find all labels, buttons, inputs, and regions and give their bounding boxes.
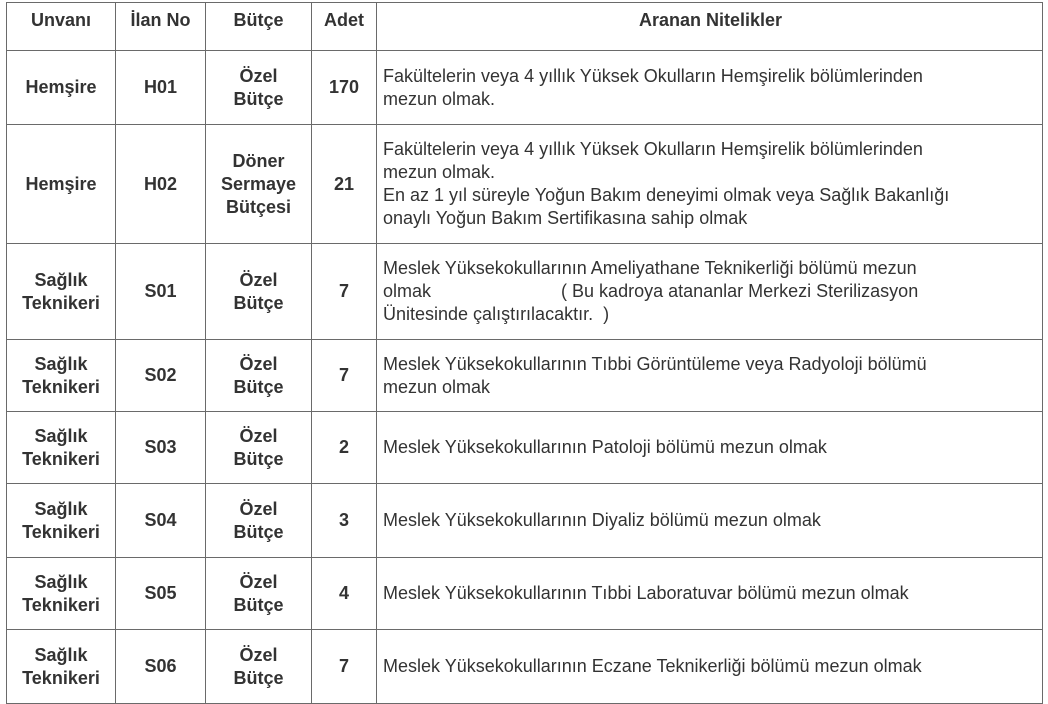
butce-line: Sermaye [220, 173, 297, 194]
unvan-line: Teknikeri [22, 667, 100, 688]
nitelik-line: onaylı Yoğun Bakım Sertifikasına sahip olmak [383, 208, 748, 228]
unvan-cell [7, 51, 116, 125]
table-row [7, 125, 1043, 244]
adet-cell: 7 [312, 630, 377, 704]
unvan-line: Hemşire [25, 77, 97, 97]
butce-cell [206, 484, 312, 558]
adet-cell: 7 [312, 244, 377, 340]
butce-cell [206, 558, 312, 630]
butce-line: Döner [232, 150, 285, 171]
header-nitelikler: Aranan Nitelikler [377, 3, 1043, 51]
butce-line: Bütçe [233, 521, 284, 542]
unvan-line: Hemşire [25, 173, 97, 194]
unvan-line: Teknikeri [22, 594, 100, 615]
table-row [7, 340, 1043, 412]
butce-cell [206, 244, 312, 340]
nitelik-line: Meslek Yüksekokullarının Ameliyathane Teknikerliği bölümü mezun [383, 258, 917, 278]
unvan-line: Teknikeri [22, 448, 100, 469]
job-postings-table [6, 2, 1043, 704]
butce-line: Özel [239, 353, 278, 374]
ilan-no-cell: H01 [116, 51, 206, 125]
unvan-line: Sağlık [34, 498, 88, 519]
unvan-cell [7, 558, 116, 630]
adet-cell: 21 [312, 125, 377, 244]
butce-cell [206, 51, 312, 125]
ilan-no-cell: S02 [116, 340, 206, 412]
nitelik-line: mezun olmak. [383, 162, 496, 182]
butce-line: Özel [239, 571, 278, 592]
ilan-no-cell: S03 [116, 412, 206, 484]
table-row [7, 558, 1043, 630]
nitelik-line: Meslek Yüksekokullarının Diyaliz bölümü mezun olmak [383, 510, 821, 530]
unvan-cell [7, 244, 116, 340]
nitelikler-cell [377, 51, 1043, 125]
adet-cell: 7 [312, 340, 377, 412]
nitelik-line: Meslek Yüksekokullarının Patoloji bölümü mezun olmak [383, 437, 827, 457]
butce-line: Özel [239, 498, 278, 519]
table-row [7, 412, 1043, 484]
nitelik-line: Meslek Yüksekokullarının Tıbbi Laboratuvar bölümü mezun olmak [383, 583, 909, 603]
nitelikler-cell [377, 412, 1043, 484]
table-row [7, 51, 1043, 125]
butce-cell [206, 630, 312, 704]
table-row [7, 244, 1043, 340]
nitelikler-cell [377, 125, 1043, 244]
nitelikler-cell [377, 244, 1043, 340]
nitelik-line: En az 1 yıl süreyle Yoğun Bakım deneyimi olmak veya Sağlık Bakanlığı [383, 185, 950, 205]
butce-line: Bütçe [233, 667, 284, 688]
butce-cell [206, 340, 312, 412]
butce-line: Bütçesi [225, 196, 292, 217]
adet-cell: 4 [312, 558, 377, 630]
nitelik-line: Meslek Yüksekokullarının Eczane Teknikerliği bölümü mezun olmak [383, 656, 922, 676]
butce-line: Özel [239, 65, 278, 86]
butce-line: Özel [239, 269, 278, 290]
adet-cell: 3 [312, 484, 377, 558]
nitelikler-cell [377, 558, 1043, 630]
butce-line: Bütçe [233, 292, 284, 313]
ilan-no-cell: S04 [116, 484, 206, 558]
nitelik-line: Meslek Yüksekokullarının Tıbbi Görüntüleme veya Radyoloji bölümü [383, 353, 927, 374]
unvan-cell [7, 340, 116, 412]
nitelikler-cell [377, 630, 1043, 704]
unvan-line: Teknikeri [22, 292, 100, 313]
butce-line: Bütçe [233, 448, 284, 469]
ilan-no-cell: H02 [116, 125, 206, 244]
adet-cell: 2 [312, 412, 377, 484]
unvan-cell [7, 484, 116, 558]
nitelikler-cell [377, 484, 1043, 558]
unvan-line: Sağlık [34, 425, 88, 446]
butce-line: Bütçe [233, 88, 284, 109]
unvan-line: Sağlık [34, 571, 88, 592]
ilan-no-cell: S05 [116, 558, 206, 630]
unvan-line: Sağlık [34, 644, 88, 665]
nitelikler-cell [377, 340, 1043, 412]
ilan-no-cell: S01 [116, 244, 206, 340]
butce-line: Bütçe [233, 594, 284, 615]
table-row [7, 630, 1043, 704]
unvan-cell [7, 125, 116, 244]
adet-cell: 170 [312, 51, 377, 125]
unvan-cell [7, 412, 116, 484]
butce-cell [206, 412, 312, 484]
nitelik-line: olmak ( Bu kadroya atananlar Merkezi Sterilizasyon [383, 281, 919, 301]
ilan-no-cell: S06 [116, 630, 206, 704]
table-row [7, 484, 1043, 558]
header-row [7, 3, 1043, 51]
nitelik-line: Ünitesinde çalıştırılacaktır. ) [383, 304, 610, 324]
unvan-cell [7, 630, 116, 704]
unvan-line: Teknikeri [22, 521, 100, 542]
nitelik-line: Fakültelerin veya 4 yıllık Yüksek Okulların Hemşirelik bölümlerinden [383, 65, 923, 86]
header-unvan: Unvanı [7, 3, 116, 51]
butce-line: Bütçe [233, 376, 284, 397]
butce-cell [206, 125, 312, 244]
butce-line: Özel [239, 644, 278, 665]
unvan-line: Sağlık [34, 353, 88, 374]
nitelik-line: Fakültelerin veya 4 yıllık Yüksek Okulların Hemşirelik bölümlerinden [383, 139, 923, 159]
header-adet: Adet [312, 3, 377, 51]
unvan-line: Teknikeri [22, 376, 100, 397]
butce-line: Özel [239, 425, 278, 446]
unvan-line: Sağlık [34, 269, 88, 290]
header-ilan-no: İlan No [116, 3, 206, 51]
header-butce: Bütçe [206, 3, 312, 51]
nitelik-line: mezun olmak. [383, 88, 496, 109]
nitelik-line: mezun olmak [383, 376, 491, 397]
